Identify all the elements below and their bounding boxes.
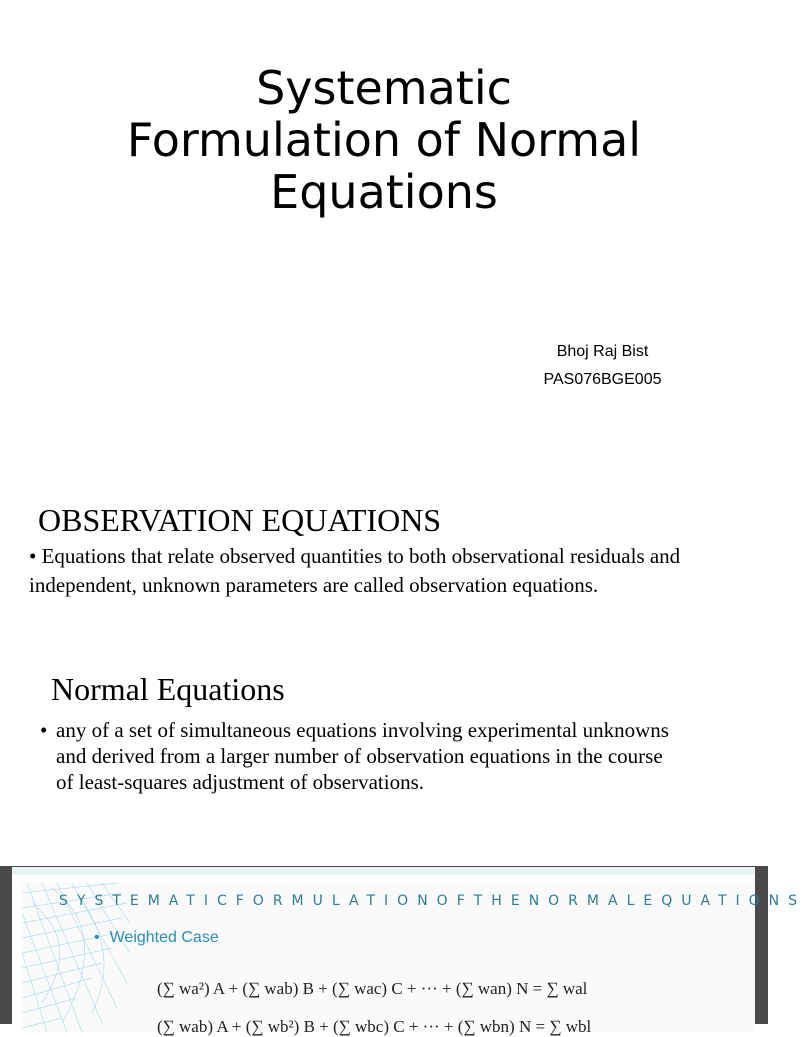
weighted-case-bullet bbox=[94, 929, 219, 947]
title-word: NORMAL bbox=[528, 893, 644, 909]
title-word: OF bbox=[436, 893, 474, 909]
title-word: SYSTEMATIC bbox=[59, 893, 236, 909]
slide-title bbox=[59, 893, 806, 909]
author-block bbox=[520, 338, 685, 394]
normal-equation-2: (∑ wab) A + (∑ wb²) B + (∑ wbc) C + ··· + (∑ wbn) N = ∑ wbl bbox=[157, 1017, 592, 1036]
normal-equations-slide bbox=[0, 635, 768, 865]
definition-text: any of a set of simultaneous equations involving experimental unknowns and derived from a larger number of observation equations in the course of least-squares adjustment of observations. bbox=[56, 718, 669, 794]
title-word: THE bbox=[473, 893, 529, 909]
title-word: EQUATIONS bbox=[643, 893, 806, 909]
systematic-formulation-slide bbox=[0, 866, 806, 1036]
definition-text: • Equations that relate observed quantities to both observational residuals and independent, unknown parameters are called observation equations. bbox=[29, 544, 681, 597]
bullet-marker: • bbox=[40, 718, 48, 742]
bullet-dot-icon: • bbox=[94, 929, 100, 946]
slide-heading: Normal Equations bbox=[51, 671, 285, 707]
author-name: Bhoj Raj Bist bbox=[556, 343, 649, 360]
observation-equations-slide bbox=[0, 470, 768, 635]
title-line-1: Systematic bbox=[256, 61, 512, 115]
title-line-2: Formulation of Normal bbox=[126, 113, 642, 167]
bullet-text: Weighted Case bbox=[109, 929, 219, 946]
slide-heading: OBSERVATION EQUATIONS bbox=[38, 502, 442, 538]
title-slide bbox=[0, 0, 768, 470]
slide-image-frame bbox=[12, 867, 806, 1036]
title-word: FORMULATION bbox=[235, 893, 437, 909]
presentation-title bbox=[0, 62, 768, 218]
author-roll-number: PAS076BGE005 bbox=[543, 371, 662, 388]
normal-equation-1: (∑ wa²) A + (∑ wab) B + (∑ wac) C + ··· + (∑ wan) N = ∑ wal bbox=[157, 979, 588, 998]
title-line-3: Equations bbox=[270, 165, 498, 219]
